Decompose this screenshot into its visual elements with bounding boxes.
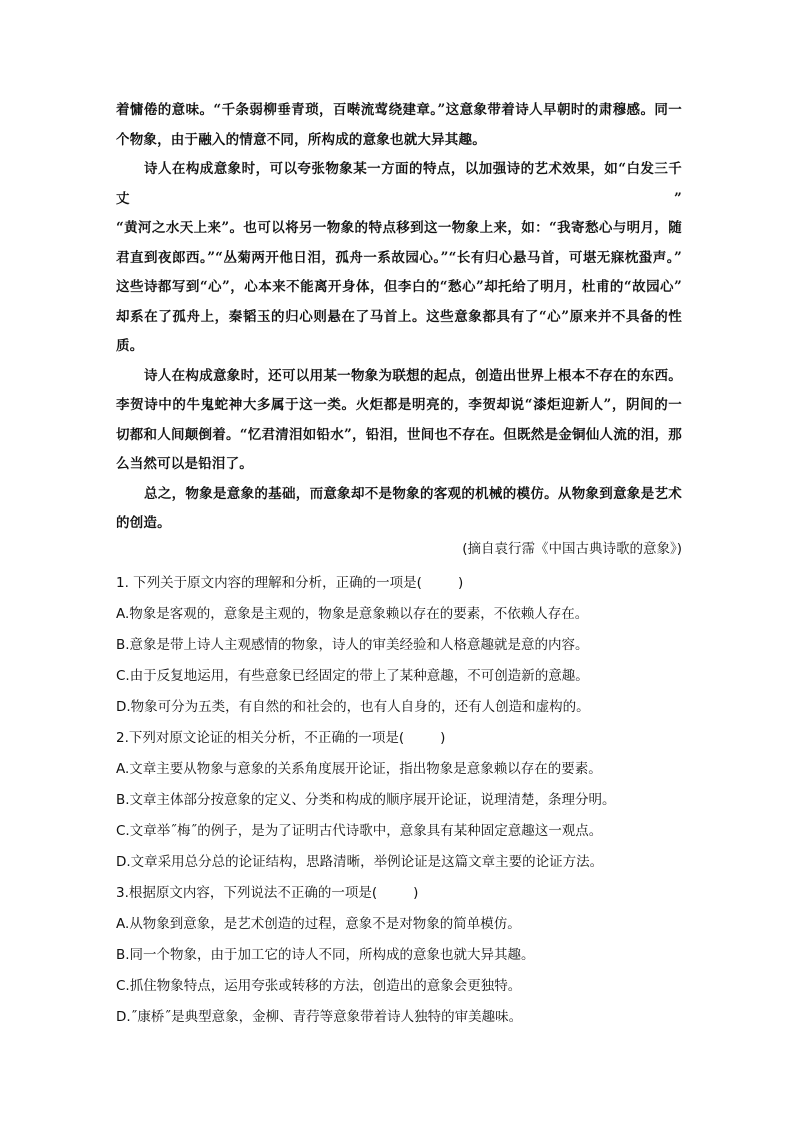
question-stem <box>116 878 696 909</box>
answer-option: D.˝康桥˝是典型意象，金柳、青荇等意象带着诗人独特的审美趣味。 <box>116 1009 523 1025</box>
question-stem-close: ) <box>440 730 446 746</box>
passage-line: “黄河之水天上来”。也可以将另一物象的特点移到这一物象上来，如：“我寄愁心与明月，随 <box>116 220 682 236</box>
passage-line: 却系在了孤舟上，秦韬玉的归心则悬在了马首上。这些意象都具有了“心”原来并不具备的性 <box>116 308 682 325</box>
passage-line: 质。 <box>116 338 144 354</box>
question-stem-text: 2.下列对原文论证的相关分析，不正确的一项是( <box>116 730 405 746</box>
passage-line: 个物象，由于融入的情意不同，所构成的意象也就大异其趣。 <box>116 131 486 148</box>
question-stem-text: 3.根据原文内容，下列说法不正确的一项是( <box>116 885 378 901</box>
answer-option: B.意象是带上诗人主观感情的物象，诗人的审美经验和人格意趣就是意的内容。 <box>116 637 589 653</box>
question-stem-close: ) <box>413 885 419 901</box>
question-stem <box>116 723 696 754</box>
answer-option: A.物象是客观的，意象是主观的，物象是意象赖以存在的要素，不依赖人存在。 <box>116 606 589 622</box>
passage-line: 总之，物象是意象的基础，而意象却不是物象的客观的机械的模仿。从物象到意象是艺术 <box>144 485 682 502</box>
answer-option: A.文章主要从物象与意象的关系角度展开论证，指出物象是意象赖以存在的要素。 <box>116 761 602 777</box>
question-stem <box>116 568 696 599</box>
answer-option: C.抓住物象特点，运用夸张或转移的方法，创造出的意象会更独特。 <box>116 978 522 994</box>
passage-source: (摘自袁行霈《中国古典诗歌的意象》) <box>462 541 682 557</box>
answer-option: B.文章主体部分按意象的定义、分类和构成的顺序展开论证，说理清楚，条理分明。 <box>116 792 616 808</box>
passage-line: 切都和人间颠倒着。“忆君清泪如铅水”，铅泪，世间也不存在。但既然是金铜仙人流的泪，那 <box>116 426 682 443</box>
question-stem-text: 1. 下列关于原文内容的理解和分析，正确的一项是( <box>116 575 422 591</box>
passage-line: 着慵倦的意味。“千条弱柳垂青琐，百啭流莺绕建章。”这意象带着诗人早朝时的肃穆感。同一 <box>116 102 682 118</box>
reading-passage <box>116 96 682 539</box>
passage-line: 这些诗都写到“心”，心本来不能离开身体，但李白的“愁心”却托给了明月，杜甫的“故园心” <box>116 279 682 295</box>
answer-option: C.由于反复地运用，有些意象已经固定的带上了某种意趣，不可创造新的意趣。 <box>116 668 589 684</box>
answer-option: D.文章采用总分总的论证结构，思路清晰，举例论证是这篇文章主要的论证方法。 <box>116 854 604 870</box>
passage-line: 诗人在构成意象时，可以夸张物象某一方面的特点，以加强诗的艺术效果，如“白发三千丈” <box>116 161 682 207</box>
answer-option: B.同一个物象，由于加工它的诗人不同，所构成的意象也就大异其趣。 <box>116 947 535 963</box>
answer-option: C.文章举˝梅˝的例子，是为了证明古代诗歌中，意象具有某种固定意趣这一观点。 <box>116 823 603 839</box>
passage-line: 么当然可以是铅泪了。 <box>116 456 253 472</box>
answer-option: D.物象可分为五类，有自然的和社会的，也有人自身的，还有人创造和虚构的。 <box>116 699 590 715</box>
passage-line: 诗人在构成意象时，还可以用某一物象为联想的起点，创造出世界上根本不存在的东西。 <box>144 367 682 384</box>
question-list <box>116 568 696 1033</box>
passage-line: 君直到夜郎西。”“丛菊两开他日泪，孤舟一系故园心。”“长有归心悬马首，可堪无寐枕蛩声。” <box>116 249 682 266</box>
question-stem-close: ) <box>457 575 464 591</box>
answer-option: A.从物象到意象，是艺术创造的过程，意象不是对物象的简单模仿。 <box>116 916 521 932</box>
passage-line: 李贺诗中的牛鬼蛇神大多属于这一类。火炬都是明亮的，李贺却说“漆炬迎新人”，阴间的一 <box>116 397 682 413</box>
passage-line: 的创造。 <box>116 515 171 531</box>
